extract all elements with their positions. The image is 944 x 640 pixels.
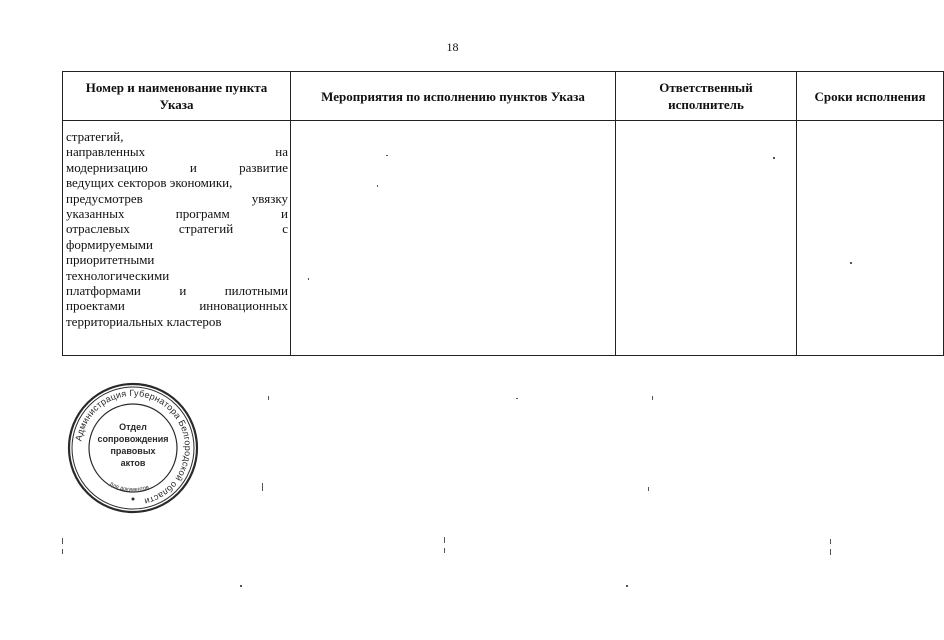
official-stamp [67, 382, 199, 514]
scan-speck [262, 483, 263, 491]
text-line: технологическими [66, 267, 170, 283]
stamp-center-line: сопровождения [97, 434, 169, 444]
scan-speck [62, 549, 63, 554]
page-number: 18 [446, 40, 459, 54]
scan-speck [830, 549, 831, 555]
scan-speck [444, 537, 445, 543]
text-line: отраслевых стратегий с [66, 221, 288, 237]
text-line: стратегий, [66, 129, 124, 144]
scan-speck [648, 487, 649, 491]
scan-speck [240, 585, 242, 587]
scan-speck [626, 585, 628, 587]
scan-speck [652, 396, 653, 400]
scan-speck [268, 396, 269, 400]
decree-item-text [63, 121, 290, 329]
cell-deadlines [797, 121, 944, 356]
table-row [63, 121, 944, 356]
scan-speck [830, 539, 831, 544]
text-line: направленных на [66, 144, 288, 160]
stamp-center-line: актов [120, 458, 146, 468]
scan-speck [62, 538, 63, 544]
stamp-bottom-text: Для документов [108, 481, 150, 494]
text-line: модернизацию и развитие [66, 159, 288, 175]
scan-speck [377, 185, 378, 187]
stamp-ring-text: Администрация Губернатора Белгородской области [73, 387, 194, 507]
header-responsible: Ответственный исполнитель [616, 72, 797, 121]
text-line: предусмотрев увязку [66, 190, 288, 206]
cell-responsible [616, 121, 797, 356]
scan-speck [850, 262, 852, 264]
stamp-dot [132, 498, 135, 501]
text-line: территориальных кластеров [66, 313, 222, 329]
scan-speck [308, 278, 309, 280]
stamp-center-line: Отдел [119, 422, 147, 432]
scan-speck [516, 398, 518, 399]
cell-decree-item [63, 121, 291, 356]
text-line: формируемыми [66, 236, 153, 252]
text-line: проектами инновационных [66, 298, 288, 314]
decree-table [62, 71, 944, 356]
text-line: указанных программ и [66, 206, 288, 222]
scan-speck [444, 548, 445, 553]
table-header-row [63, 72, 944, 121]
stamp-center-line: правовых [110, 446, 156, 456]
cell-measures [291, 121, 616, 356]
text-line: ведущих секторов экономики, [66, 175, 233, 191]
header-measures: Мероприятия по исполнению пунктов Указа [291, 72, 616, 121]
header-deadlines: Сроки исполнения [797, 72, 944, 121]
scan-speck [386, 155, 388, 156]
text-line: платформами и пилотными [66, 283, 288, 299]
scan-speck [773, 157, 775, 159]
header-decree-item: Номер и наименование пункта Указа [63, 72, 291, 121]
text-line: приоритетными [66, 252, 155, 268]
